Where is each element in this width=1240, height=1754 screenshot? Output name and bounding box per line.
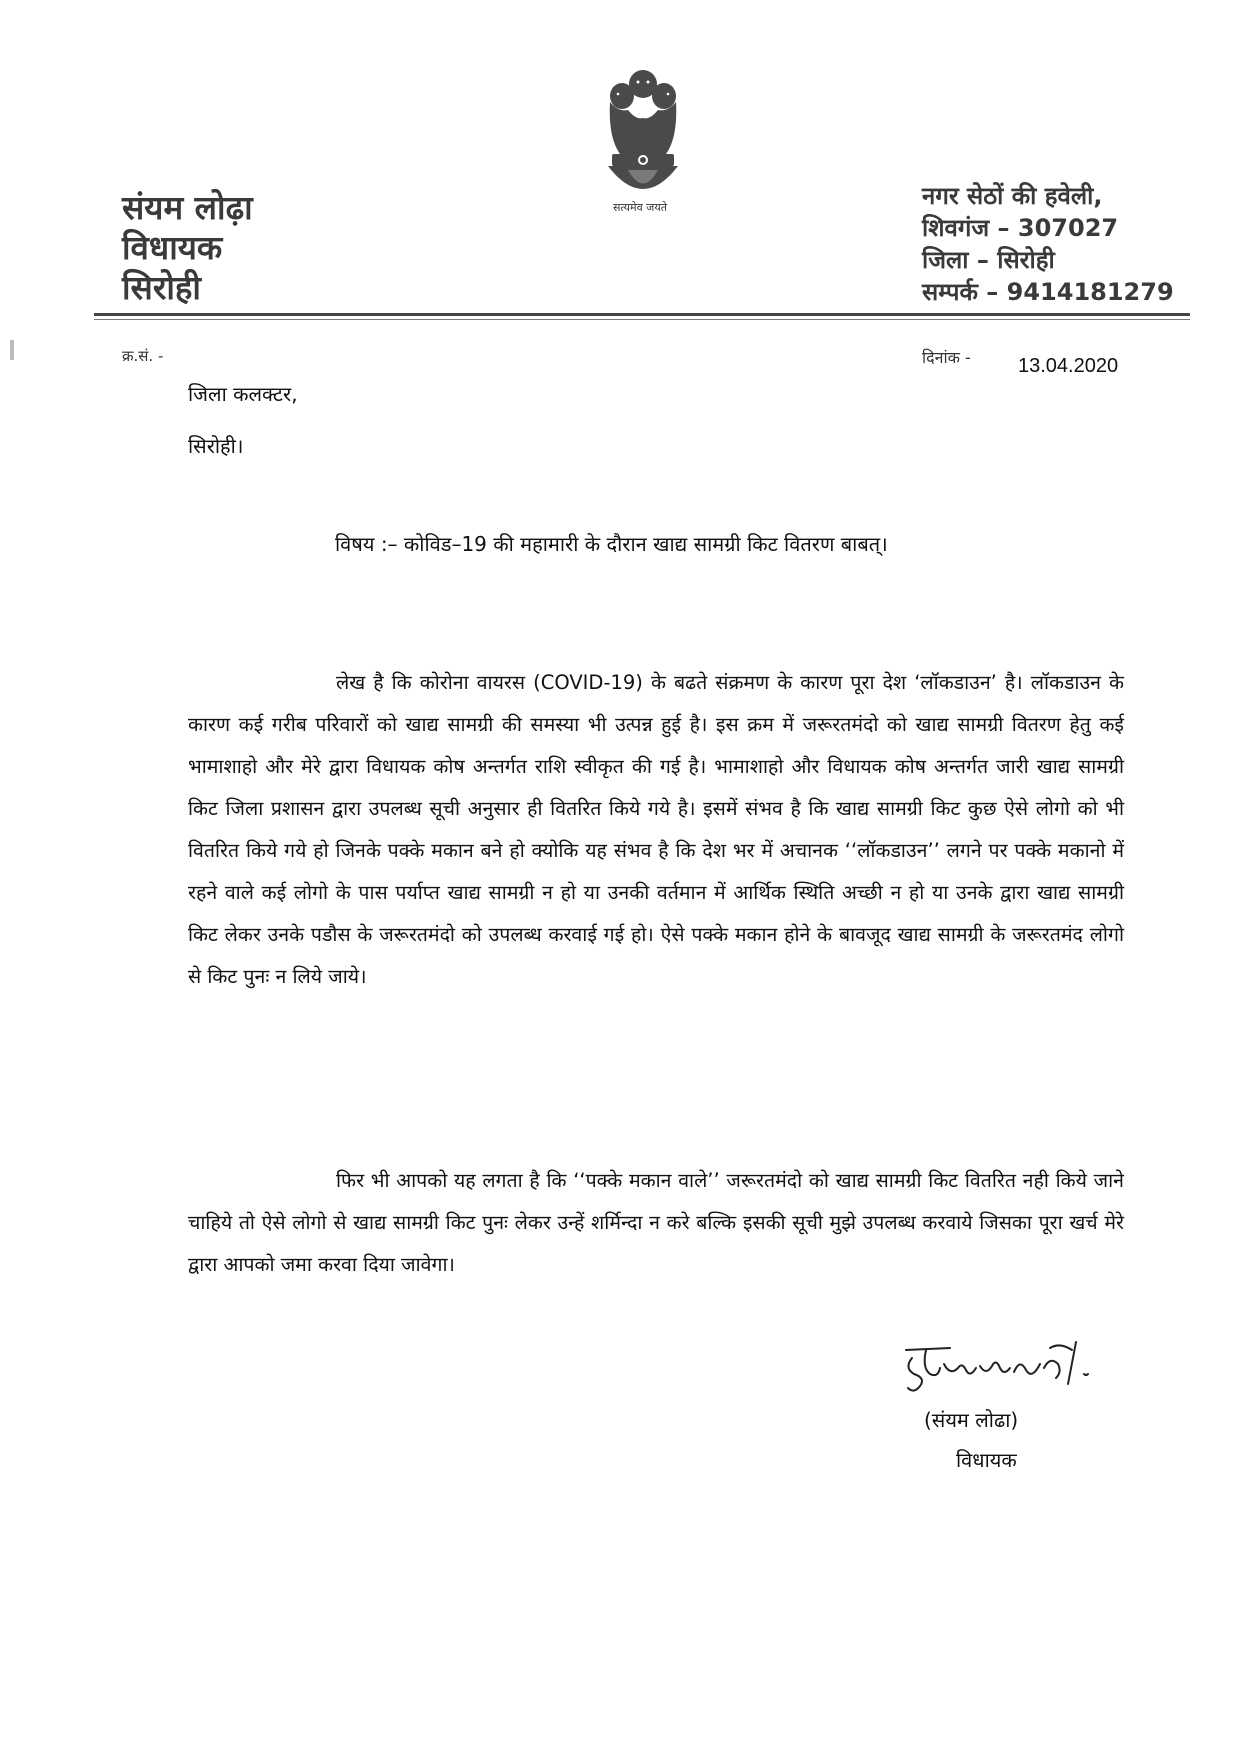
recipient-line-1: जिला कलक्टर, xyxy=(188,382,298,406)
subject-line: विषय :– कोविड–19 की महामारी के दौरान खाद्य सामग्री किट वितरण बाबत्। xyxy=(335,532,888,556)
signatory-title: विधायक xyxy=(956,1448,1017,1472)
body-paragraph-1: लेख है कि कोरोना वायरस (COVID-19) के बढते संक्रमण के कारण पूरा देश ‘लॉकडाउन’ है। लॉकडाउन के कारण कई गरीब परिवारों को खाद्य सामग्री की समस्या भी उत्पन्न हुई है। इस क्रम में जरूरतमंदो को खाद्य सामग्री वितरण हेतु कई भामाशाहो और मेरे द्वारा विधायक कोष अन्तर्गत राशि स्वीकृत की गई है। भामाशाहो और विधायक कोष अन्तर्गत जारी खाद्य सामग्री किट जिला प्रशासन द्वारा उपलब्ध सूची अनुसार ही वितरित किये गये है। इसमें संभव है कि खाद्य सामग्री किट कुछ ऐसे लोगो को भी वितरित किये गये हो जिनके पक्के मकान बने हो क्योकि यह संभव है कि देश भर में अचानक ‘‘लॉकडाउन’’ लगने पर पक्के मकानो में रहने वाले कई लोगो के पास पर्याप्त खाद्य सामग्री न हो या उनकी वर्तमान में आर्थिक स्थिति अच्छी न हो या उनके द्वारा खाद्य सामग्री किट लेकर उनके पडौस के जरूरतमंदो को उपलब्ध करवाई गई हो। ऐसे पक्के मकान होने के बावजूद खाद्य सामग्री के जरूरतमंद लोगो से किट पुनः न लिये जाये। xyxy=(188,671,1124,988)
letterhead-divider-thin xyxy=(94,319,1190,320)
sender-name: संयम लोढ़ा xyxy=(122,188,253,227)
signatory-name: (संयम लोढा) xyxy=(924,1408,1019,1432)
address-line-2: शिवगंज – 307027 xyxy=(922,214,1119,242)
emblem-motto: सत्यमेव जयते xyxy=(612,201,667,214)
contact-line: सम्पर्क – 9414181279 xyxy=(922,278,1174,306)
scan-edge-mark xyxy=(10,340,14,360)
state-emblem-icon xyxy=(598,62,688,212)
sender-constituency: सिरोही xyxy=(122,268,201,307)
letterhead-divider xyxy=(94,313,1190,316)
handwritten-signature xyxy=(900,1328,1140,1398)
address-line-3: जिला – सिरोही xyxy=(922,246,1055,274)
recipient-line-2: सिरोही। xyxy=(188,434,244,458)
address-line-1: नगर सेठों की हवेली, xyxy=(922,182,1103,210)
letterhead-address-block xyxy=(922,180,1174,308)
reference-number-label: क्र.सं. - xyxy=(122,347,164,365)
body-paragraph-2: फिर भी आपको यह लगता है कि ‘‘पक्के मकान वाले’’ जरूरतमंदो को खाद्य सामग्री किट वितरित नही किये जाने चाहिये तो ऐसे लोगो से खाद्य सामग्री किट पुनः लेकर उन्हें शर्मिन्दा न करे बल्कि इसकी सूची मुझे उपलब्ध करवाये जिसका पूरा खर्च मेरे द्वारा आपको जमा करवा दिया जावेगा। xyxy=(188,1169,1124,1276)
date-label: दिनांक - xyxy=(922,348,971,367)
sender-designation: विधायक xyxy=(122,228,223,267)
letterhead-sender-block xyxy=(122,188,253,308)
date-value: 13.04.2020 xyxy=(1018,355,1119,377)
